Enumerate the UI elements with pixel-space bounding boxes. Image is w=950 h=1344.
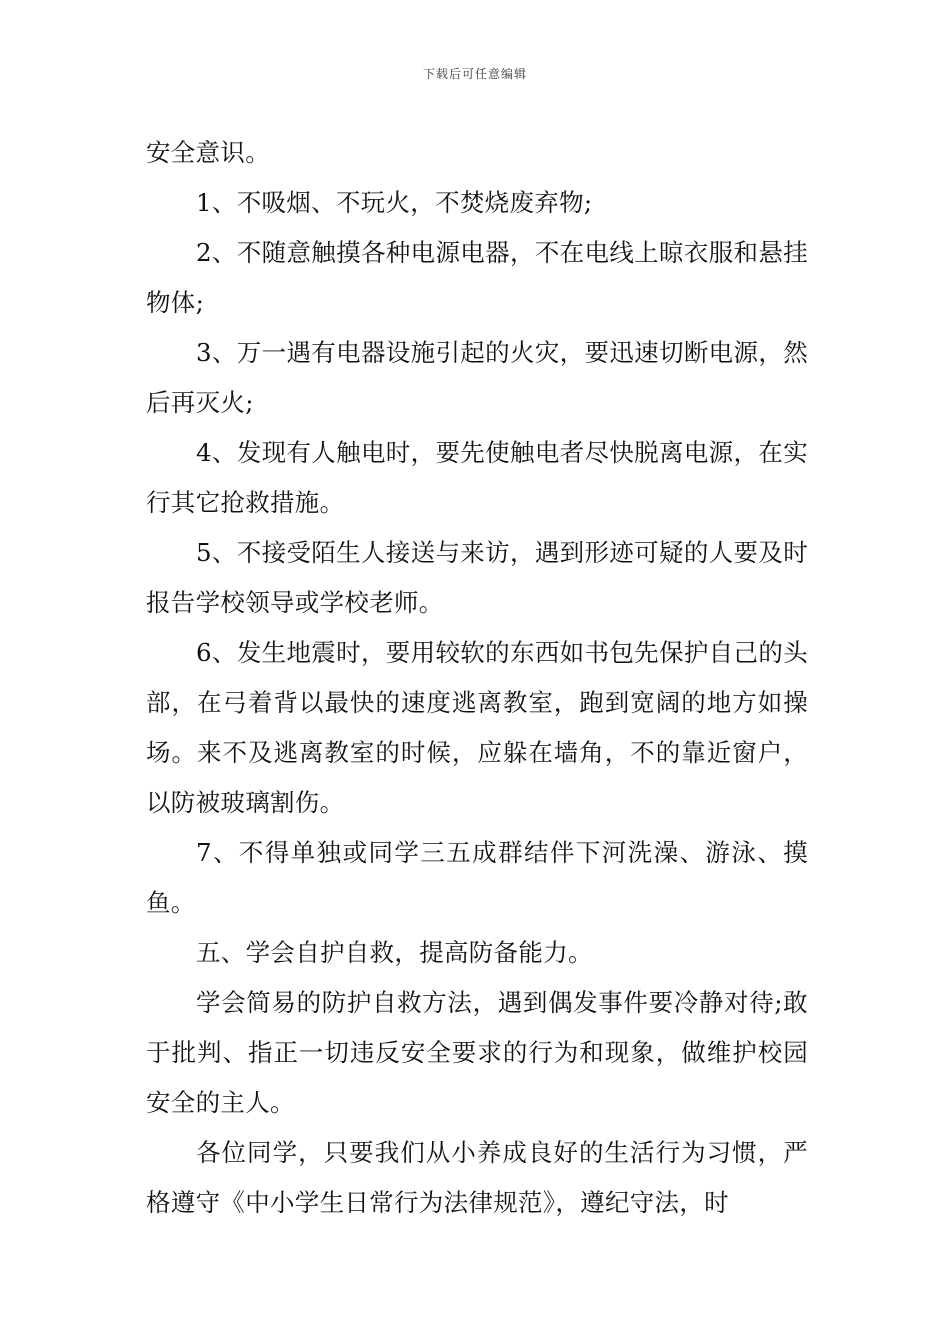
page-header: 下载后可任意编辑: [422, 67, 527, 81]
list-item-4: 4、发现有人触电时，要先使触电者尽快脱离电源，在实行其它抢救措施。: [146, 438, 808, 517]
list-item-5: 5、不接受陌生人接送与来访，遇到形迹可疑的人要及时报告学校领导或学校老师。: [146, 538, 808, 617]
list-item-1: 1、不吸烟、不玩火，不焚烧废弃物;: [196, 188, 593, 217]
list-item-7: 7、不得单独或同学三五成群结伴下河洗澡、游泳、摸鱼。: [146, 838, 808, 917]
list-item-3: 3、万一遇有电器设施引起的火灾，要迅速切断电源，然后再灭火;: [146, 338, 808, 417]
document-body: [146, 128, 808, 1228]
paragraph: 各位同学，只要我们从小养成良好的生活行为习惯，严格遵守《中小学生日常行为法律规范》，遵纪守法，时: [146, 1138, 808, 1217]
paragraph: 学会简易的防护自救方法，遇到偶发事件要冷静对待;敢于批判、指正一切违反安全要求的行为和现象，做维护校园安全的主人。: [146, 988, 808, 1117]
list-item-2: 2、不随意触摸各种电源电器，不在电线上晾衣服和悬挂物体;: [146, 238, 808, 317]
section-heading: 五、学会自护自救，提高防备能力。: [196, 938, 593, 967]
paragraph-continuation: 安全意识。: [146, 138, 270, 167]
list-item-6: 6、发生地震时，要用较软的东西如书包先保护自己的头部，在弓着背以最快的速度逃离教室，跑到宽阔的地方如操场。来不及逃离教室的时候，应躲在墙角，不的靠近窗户，以防被玻璃割伤。: [146, 638, 808, 817]
